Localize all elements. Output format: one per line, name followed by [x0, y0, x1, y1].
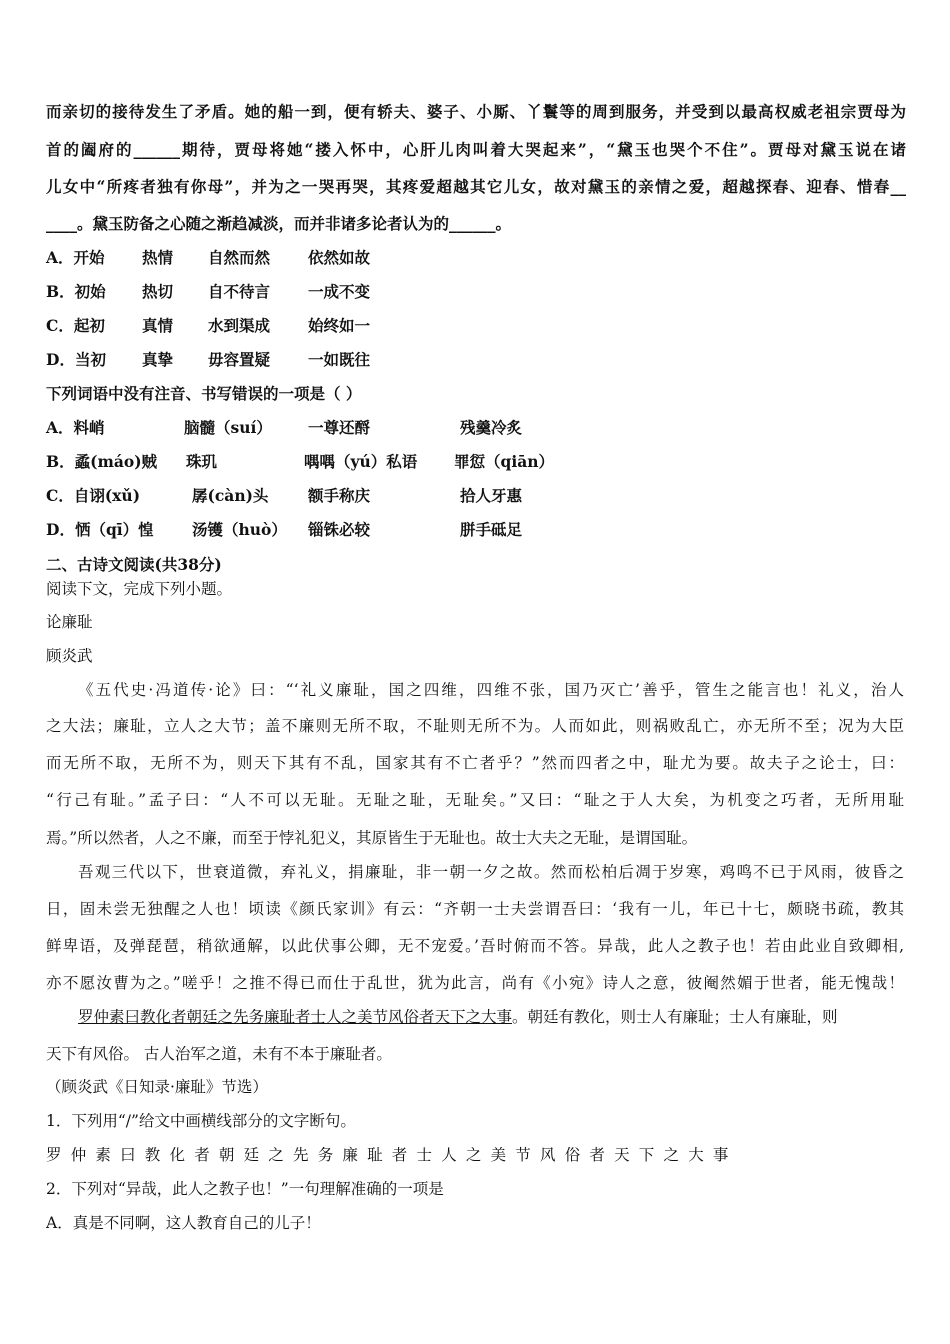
- option-word: 真挚: [142, 350, 174, 369]
- option-label: B．: [46, 452, 75, 471]
- option-word: 珠玑: [186, 452, 218, 471]
- option-word: 恓（qī）惶: [74, 520, 154, 539]
- passage-line: 《五代史·冯道传·论》曰：“‘礼义廉耻，国之四维，四维不张，国乃灭亡’善乎，管生之能言也！礼义，治人: [78, 681, 904, 699]
- passage-line-underlined: [78, 1007, 838, 1027]
- option-word: 胼手砥足: [460, 520, 523, 539]
- option-c[interactable]: [46, 316, 371, 336]
- passage-line: 日，固未尝无独醒之人也！顷读《颜氏家训》有云：“齐朝一士夫尝谓吾曰：‘我有一儿，年已十七，颇晓书疏，教其: [46, 900, 904, 918]
- option-word: 一成不变: [308, 282, 371, 301]
- option-word: 依然如故: [308, 248, 371, 267]
- passage-author: 顾炎武: [46, 647, 93, 665]
- option-word: 开始: [73, 248, 105, 267]
- passage-line: 首的阖府的______期待，贾母将她“搂入怀中，心肝儿肉叫着大哭起来”，“黛玉也哭个不住”。贾母对黛玉说在诸: [46, 140, 906, 159]
- option-word: 自然而然: [208, 248, 271, 267]
- option-label: A．: [46, 418, 74, 437]
- punctuation-text[interactable]: 罗仲素曰教化者朝廷之先务廉耻者士人之美节风俗者天下之大事: [46, 1146, 738, 1164]
- option-word: 一如既往: [308, 350, 371, 369]
- option-word: 水到渠成: [208, 316, 271, 335]
- passage-line: 天下有风俗。 古人治军之道，未有不本于廉耻者。: [46, 1045, 392, 1063]
- passage-line: 鲜卑语，及弹琵琶，稍欲通解，以此伏事公卿，无不宠爱。’吾时俯而不答。异哉，此人之教子也！若由此业自致卿相,: [46, 937, 904, 955]
- instruction: 阅读下文，完成下列小题。: [46, 580, 233, 598]
- passage-line: 而亲切的接待发生了矛盾。她的船一到，便有轿夫、婆子、小厮、丫鬟等的周到服务，并受到以最高权威老祖宗贾母为: [46, 102, 906, 121]
- passage-line: 而无所不取，无所不为，则天下其有不乱，国家其有不亡者乎？”然而四者之中，耻尤为要。故夫子之论士，曰：: [46, 754, 904, 772]
- option-b[interactable]: [46, 452, 555, 472]
- option-d[interactable]: [46, 520, 523, 540]
- question-1: 1．下列用“/”给文中画横线部分的文字断句。: [46, 1112, 356, 1130]
- passage-line: 儿女中“所疼者独有你母”，并为之一哭再哭，其疼爱超越其它儿女，故对黛玉的亲情之爱，超越探春、迎春、惜春__: [46, 177, 906, 196]
- option-label: A．: [46, 248, 74, 267]
- underlined-sentence: 罗仲素曰教化者朝廷之先务廉耻者士人之美节风俗者天下之大事: [78, 1008, 513, 1026]
- option-word: 当初: [74, 350, 106, 369]
- option-word: 始终如一: [308, 316, 371, 335]
- option-label: C．: [46, 486, 74, 505]
- option-word: 真情: [142, 316, 174, 335]
- option-a[interactable]: [46, 248, 371, 268]
- option-word: 额手称庆: [308, 486, 371, 505]
- passage-line: “行己有耻。”孟子曰：“人不可以无耻。无耻之耻，无耻矣。”又曰：“耻之于人大矣，为机变之巧者，无所用耻: [46, 791, 904, 809]
- question-2: 2．下列对“异哉，此人之教子也！”一句理解准确的一项是: [46, 1180, 444, 1198]
- option-a[interactable]: A．真是不同啊，这人教育自己的儿子！: [46, 1214, 321, 1232]
- passage-line: 之大法；廉耻，立人之大节；盖不廉则无所不取，不耻则无所不为。人而如此，则祸败乱亡，亦无所不至；况为大臣: [46, 717, 904, 735]
- option-word: 罪愆（qiān）: [454, 452, 555, 471]
- passage-line: ____。黛玉防备之心随之渐趋减淡，而并非诸多论者认为的______。: [46, 214, 512, 233]
- passage-line: 吾观三代以下，世衰道微，弃礼义，捐廉耻，非一朝一夕之故。然而松柏后凋于岁寒，鸡鸣不已于风雨，彼昏之: [78, 863, 904, 881]
- option-label: D．: [46, 350, 75, 369]
- option-word: 起初: [73, 316, 105, 335]
- option-word: 汤镬（huò）: [192, 520, 287, 539]
- option-word: 拾人牙惠: [460, 486, 523, 505]
- option-word: 自不待言: [208, 282, 271, 301]
- option-word: 热切: [142, 282, 174, 301]
- option-word: 脑髓（suí）: [184, 418, 272, 437]
- option-word: 锱铢必较: [308, 520, 371, 539]
- option-word: 孱(càn)头: [192, 486, 269, 505]
- option-word: 料峭: [73, 418, 105, 437]
- passage-text: 。朝廷有教化，则士人有廉耻；士人有廉耻，则: [512, 1008, 838, 1026]
- option-word: 喁喁（yú）私语: [304, 452, 418, 471]
- question-stem: 下列词语中没有注音、书写错误的一项是（ ）: [46, 384, 362, 403]
- option-label: C．: [46, 316, 74, 335]
- passage-line: 焉。”所以然者，人之不廉，而至于悖礼犯义，其原皆生于无耻也。故士大夫之无耻，是谓国耻。: [46, 829, 698, 847]
- option-word: 一尊还酹: [308, 418, 371, 437]
- option-label: D．: [46, 520, 75, 539]
- option-d[interactable]: [46, 350, 371, 370]
- option-c[interactable]: [46, 486, 523, 506]
- option-word: 毋容置疑: [208, 350, 271, 369]
- option-word: 初始: [74, 282, 106, 301]
- passage-line: 亦不愿汝曹为之。”嗟乎！之推不得已而仕于乱世，犹为此言，尚有《小宛》诗人之意，彼阉然媚于世者，能无愧哉！: [46, 974, 904, 992]
- option-a[interactable]: [46, 418, 523, 438]
- source-note: （顾炎武《日知录·廉耻》节选）: [46, 1078, 268, 1096]
- option-word: 自诩(xǔ): [73, 486, 141, 505]
- option-word: 热情: [142, 248, 174, 267]
- passage-title: 论廉耻: [46, 613, 93, 631]
- section-heading: 二、古诗文阅读(共38分): [46, 555, 222, 574]
- option-word: 蟊(máo)贼: [74, 452, 158, 471]
- option-b[interactable]: [46, 282, 371, 302]
- option-word: 残羹冷炙: [460, 418, 523, 437]
- option-label: B．: [46, 282, 75, 301]
